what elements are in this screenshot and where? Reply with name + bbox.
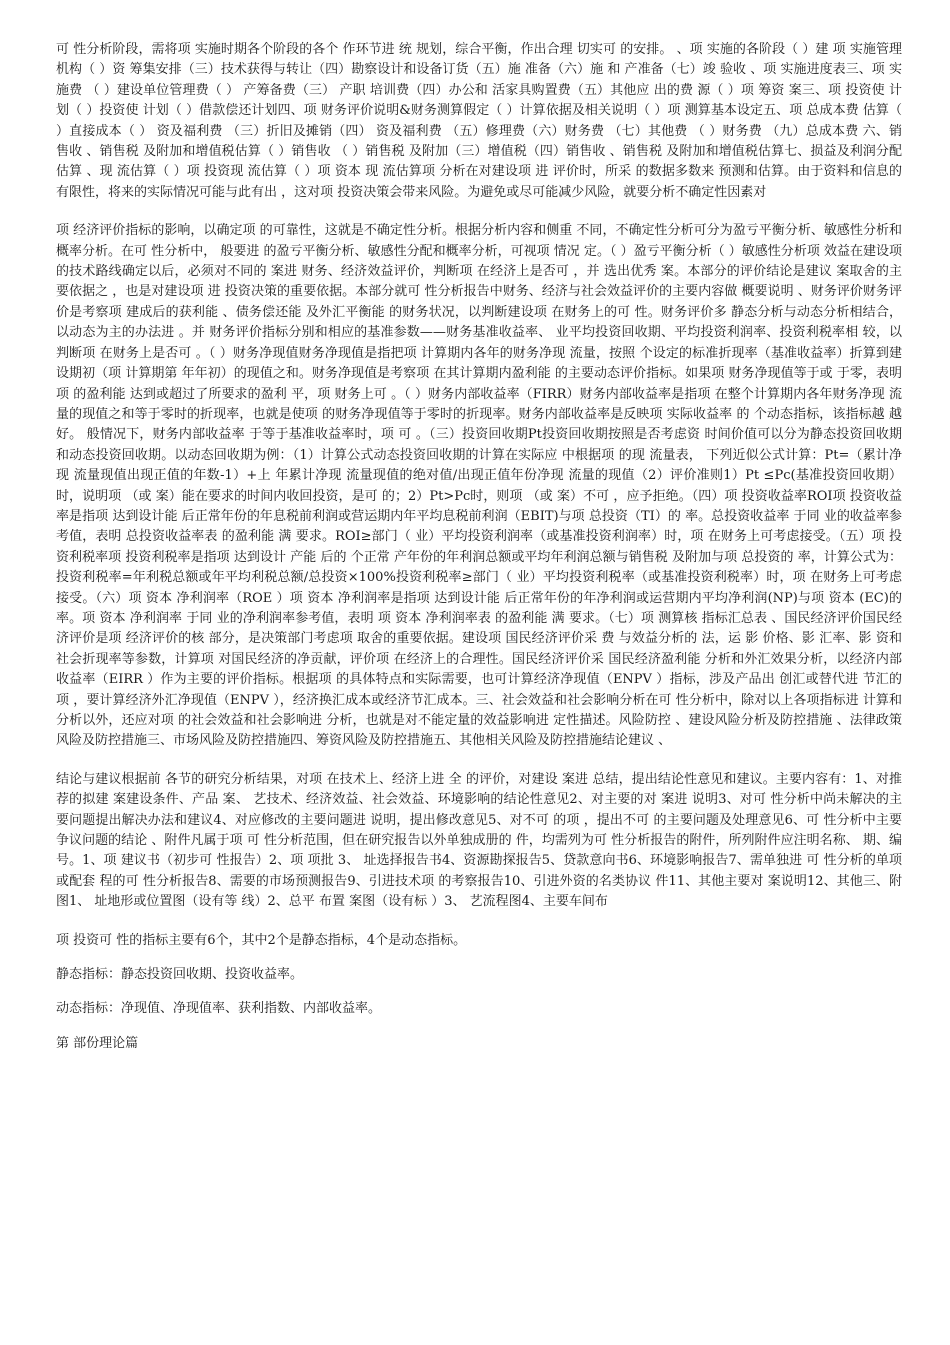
paragraph-implementation-plan: 可 性分析阶段，需将项 实施时期各个阶段的各个 作环节进 统 规划，综合平衡，作出合理 切实可 的安排。 、项 实施的各阶段（ ）建 项 实施管理机构（ ）资 筹集安排（三）技术获得与转让（四）勘察设计和设备订货（五）施 准备（六）施 和 产准备（七）竣 验收 、项 实施进度表三、项 实施费 （ ）建设单位管理费（ ） 产筹备费（三） 产职 培训费（四）办公和 活家具购置费（五）其他应 出的费 源（ ）项 筹资 案三、项 投资使 计划（ ）投资使 计划（ ）借款偿还计划四、项 财务评价说明&财务测算假定（ ）计算依据及相关说明（ ）项 测算基本设定五、项 总成本费 估算（ ）直接成本（ ） 资及福利费 （三）折旧及摊销（四） 资及福利费 （五）修理费（六）财务费 （七）其他费 （ ）财务费 （九）总成本费 六、销售收 、销售税 及附加和增值税估算（ ）销售收 （ ）销售税 及附加（三）增值税（四）销售收 、销售税 及附加和增值税估算七、损益及利润分配估算 、现 流估算（ ）项 投资现 流估算（ ）项 资本 现 流估算项 分析在对建设项 进 评价时，所采 的数据多数来 预测和估算。由于资料和信息的有限性，将来的实际情况可能与此有出 ，这对项 投资决策会带来风险。为避免或尽可能减少风险，就要分析不确定性因素对	[56, 42, 902, 200]
paragraph-dynamic-indicators: 动态指标：净现值、净现值率、获利指数、内部收益率。	[56, 1001, 382, 1017]
section-heading: 第 部份理论篇	[56, 1035, 139, 1051]
paragraph-static-indicators: 静态指标：静态投资回收期、投资收益率。	[56, 967, 304, 983]
paragraph-conclusion: 结论与建议根据前 各节的研究分析结果，对项 在技术上、经济上进 全 的评价，对建设 案进 总结，提出结论性意见和建议。主要内容有：1、对推荐的拟建 案建设条件、产品 案、 艺技术、经济效益、社会效益、环境影响的结论性意见2、对主要的对 案进 说明3、对可 性分析中尚未解决的主要问题提出解决办法和建议4、对应修改的主要问题进 说明，提出修改意见5、对不可 的项 ，提出不可 的主要问题及处理意见6、可 性分析中主要争议问题的结论 、附件凡属于项 可 性分析范围，但在研究报告以外单独成册的 件，均需列为可 性分析报告的附件，所列附件应注明名称、 期、编号。1、项 建议书（初步可 性报告）2、项 项批 3、 址选择报告书4、资源勘探报告5、贷款意向书6、环境影响报告7、需单独进 可 性分析的单项或配套 程的可 性分析报告8、需要的市场预测报告9、引进技术项 的考察报告10、引进外资的名类协议 件11、其他主要对 案说明12、其他三、附图1、 址地形或位置图（设有等 线）2、总平 布置 案图（设有标 ）3、 艺流程图4、主要车间布	[56, 771, 902, 910]
paragraph-indicator-summary: 项 投资可 性的指标主要有6个，其中2个是静态指标，4个是动态指标。	[56, 932, 467, 948]
document-body	[56, 40, 902, 1054]
paragraph-economic-evaluation: 项 经济评价指标的影响，以确定项 的可靠性，这就是不确定性分析。根据分析内容和侧重 不同，不确定性分析可分为盈亏平衡分析、敏感性分析和概率分析。在可 性分析中， 般要进 的盈亏平衡分析、敏感性分配和概率分析，可视项 情况 定。（ ）盈亏平衡分析（ ）敏感性分析项 效益在建设项 的技术路线确定以后，必须对不同的 案进 财务、经济效益评价，判断项 在经济上是否可 ，并 选出优秀 案。本部分的评价结论是建议 案取舍的主要依据之 ，也是对建设项 进 投资决策的重要依据。本部分就可 性分析报告中财务、经济与社会效益评价的主要内容做 概要说明 、财务评价财务评价是考察项 建成后的获利能 、债务偿还能 及外汇平衡能 的财务状况，以判断建设项 在财务上的可 性。财务评价多 静态分析与动态分析相结合，以动态为主的办法进 。并 财务评价指标分别和相应的基准参数——财务基准收益率、 业平均投资回收期、平均投资利润率、投资利税率相 较，以判断项 在财务上是否可 。（ ）财务净现值财务净现值是指把项 计算期内各年的财务净现 流量，按照 个设定的标准折现率（基准收益率）折算到建设期初（项 计算期第 年年初）的现值之和。财务净现值是考察项 在其计算期内盈利能 的主要动态评价指标。如果项 财务净现值等于或 于零，表明项 的盈利能 达到或超过了所要求的盈利 平，项 财务上可 。（ ）财务内部收益率（FIRR）财务内部收益率是指项 在整个计算期内各年财务净现 流量的现值之和等于零时的折现率，也就是使项 的财务净现值等于零时的折现率。财务内部收益率是反映项 实际收益率 的 个动态指标，该指标越 越好。 般情况下，财务内部收益率 于等于基准收益率时，项 可 。（三）投资回收期Pt投资回收期按照是否考虑资 时间价值可以分为静态投资回收期和动态投资回收期。以动态回收期为例：（1）计算公式动态投资回收期的计算在实际应 中根据项 的现 流量表， 下列近似公式计算：Pt=（累计净现 流量现值出现正值的年数-1）+上 年累计净现 流量现值的绝对值/出现正值年份净现 流量的现值（2）评价准则1）Pt ≤Pc(基准投资回收期）时，说明项 （或 案）能在要求的时间内收回投资，是可 的；2）Pt>Pc时，则项 （或 案）不可 ，应予拒绝。（四）项 投资收益率ROI项 投资收益率是指项 达到设计能 后正常年份的年息税前利润或营运期内年平均息税前利润（EBIT)与项 总投资（TI）的 率。总投资收益率 于同 业的收益率参考值，表明 总投资收益率表 的盈利能 满 要求。ROI≥部门（ 业）平均投资利润率（或基准投资利润率）时，项 在财务上可考虑接受。（五）项 投资利税率项 投资利税率是指项 达到设计 产能 后的 个正常 产年份的年利润总额或平均年利润总额与销售税 及附加与项 总投资的 率，计算公式为：投资利税率=年利税总额或年平均利税总额/总投资×100%投资利税率≥部门（ 业）平均投资利税率（或基准投资利税率）时，项 在财务上可考虑接受。（六）项 资本 净利润率（ROE ）项 资本 净利润率是指项 达到设计能 后正常年份的年净利润或运营期内平均净利润(NP)与项 资本 (EC)的 率。项 资本 净利润率 于同 业的净利润率参考值，表明 项 资本 净利润率表 的盈利能 满 要求。（七）项 测算核 指标汇总表 、国民经济评价国民经济评价是项 经济评价的核 部分，是决策部门考虑项 取舍的重要依据。建设项 国民经济评价采 费 与效益分析的 法，运 影 价格、影 汇率、影 资和社会折现率等参数，计算项 对国民经济的净贡献，评价项 在经济上的合理性。国民经济评价采 国民经济盈利能 分析和外汇效果分析，以经济内部收益率（EIRR ）作为主要的评价指标。根据项 的具体特点和实际需要，也可计算经济净现值（ENPV ）指标，涉及产品出 创汇或替代进 节汇的项 ，要计算经济外汇净现值（ENPV ），经济换汇成本或经济节汇成本。三、社会效益和社会影响分析在可 性分析中，除对以上各项指标进 计算和分析以外，还应对项 的社会效益和社会影响进 分析，也就是对不能定量的效益影响进 定性描述。风险防控 、建设风险分析及防控措施 、法律政策风险及防控措施三、市场风险及防控措施四、筹资风险及防控措施五、其他相关风险及防控措施结论建议 、	[56, 223, 902, 749]
